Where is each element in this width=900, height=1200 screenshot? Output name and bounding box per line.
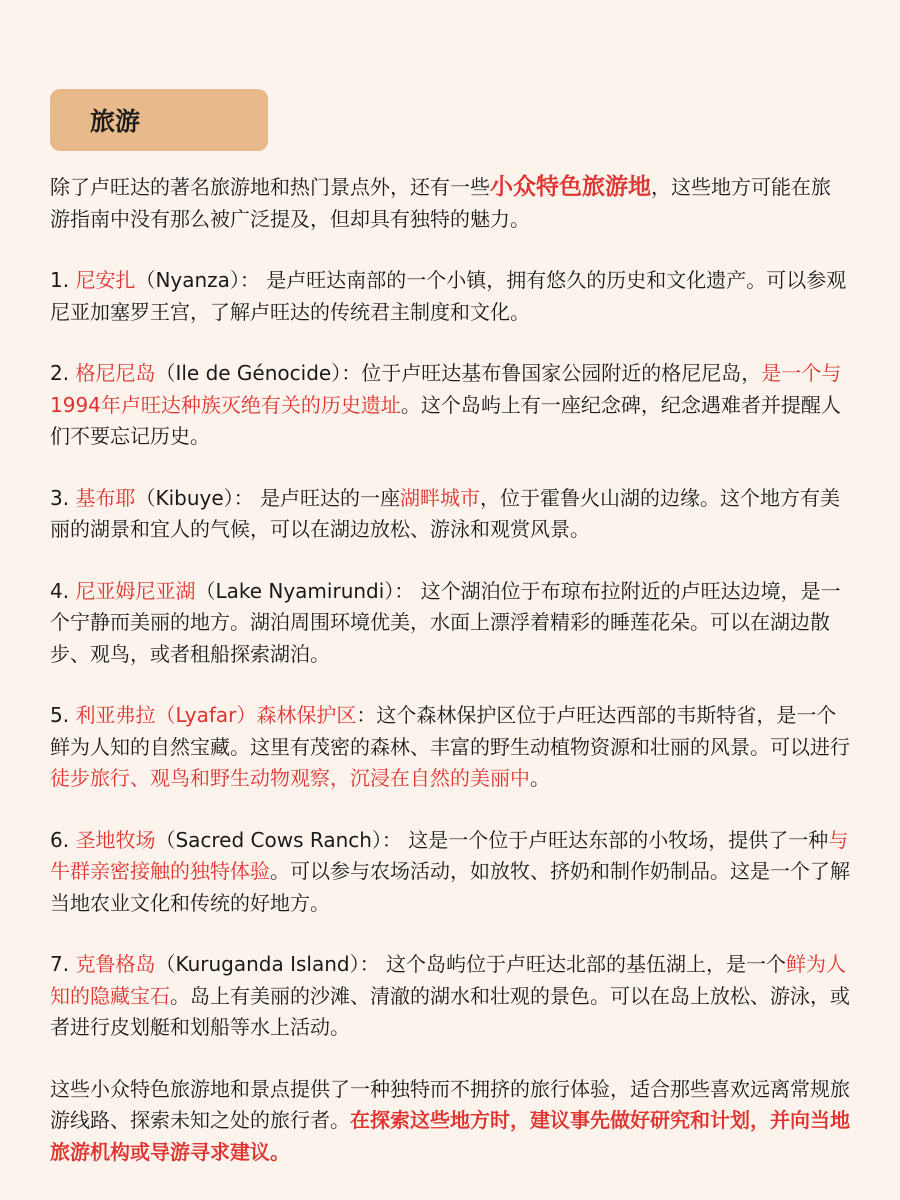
section-title-box (50, 89, 268, 151)
list-item-lyafar-forest (50, 700, 850, 795)
item-name: 克鲁格岛 (75, 952, 156, 976)
outro-text: 这些小众特色旅游地和景点提供了一种独特而不拥挤的旅行体验，适合那些喜欢远离常规旅游线路、探索未知之处的旅行者。 (50, 1076, 850, 1132)
item-name: 尼亚姆尼亚湖 (75, 578, 196, 603)
outro-paragraph (50, 1074, 850, 1169)
item-text: （Kuruganda Island）： 这个岛屿位于卢旺达北部的基伍湖上，是一个 (155, 952, 786, 976)
item-text-2: 。 (530, 766, 550, 790)
item-number: 2. (50, 361, 76, 385)
item-highlight: 是一个与1994年卢旺达种族灭绝有关的历史遗址 (50, 361, 842, 417)
item-number: 1. (50, 268, 76, 292)
item-text-2: 。可以参与农场活动，如放牧、挤奶和制作奶制品。这是一个了解当地农业文化和传统的好地方。 (50, 859, 850, 915)
list-item-lake-nyamirundi (50, 576, 850, 671)
section-title: 旅游 (90, 107, 141, 136)
item-text: （Lake Nyamirundi）： 这个湖泊位于布琼布拉附近的卢旺达边境，是一个宁静而美丽的地方。湖泊周围环境优美，水面上漂浮着精彩的睡莲花朵。可以在湖边散步、观鸟，或者租船探索湖泊。 (50, 578, 841, 666)
item-text-2: 。岛上有美丽的沙滩、清澈的湖水和壮观的景色。可以在岛上放松、游泳，或者进行皮划艇和划船等水上活动。 (50, 983, 850, 1039)
item-highlight: 徒步旅行、观鸟和野生动物观察，沉浸在自然的美丽中 (50, 766, 530, 790)
item-name: 格尼尼岛 (75, 361, 156, 385)
item-highlight: 与牛群亲密接触的独特体验 (50, 827, 849, 883)
item-number: 4. (50, 578, 76, 603)
item-text-2: ，位于霍鲁火山湖的边缘。这个地方有美丽的湖景和宜人的气候，可以在湖边放松、游泳和观赏风景。 (50, 485, 840, 541)
intro-text-2: ，这些地方可能在旅游指南中没有那么被广泛提及，但却具有独特的魅力。 (50, 175, 831, 231)
list-item-kibuye (50, 483, 850, 546)
item-text: （Kibuye）： 是卢旺达的一座 (135, 485, 400, 510)
intro-text-1: 除了卢旺达的著名旅游地和热门景点外，还有一些 (50, 175, 490, 199)
item-text: ：这个森林保护区位于卢旺达西部的韦斯特省，是一个鲜为人知的自然宝藏。这里有茂密的森林、丰富的野生动植物资源和壮丽的风景。可以进行 (50, 703, 850, 759)
list-item-kuruganda-island (50, 949, 850, 1044)
list-item-sacred-cows-ranch (50, 825, 850, 920)
item-name: 圣地牧场 (75, 827, 156, 852)
item-text-2: 。这个岛屿上有一座纪念碑，纪念遇难者并提醒人们不要忘记历史。 (50, 392, 841, 448)
item-highlight: 湖畔城市 (400, 485, 480, 510)
article-body (50, 172, 850, 1198)
item-text: （Nyanza）： 是卢旺达南部的一个小镇，拥有悠久的历史和文化遗产。可以参观尼亚加塞罗王宫，了解卢旺达的传统君主制度和文化。 (50, 268, 847, 324)
item-text: （Sacred Cows Ranch）： 这是一个位于卢旺达东部的小牧场，提供了一种 (155, 827, 829, 852)
outro-highlight: 在探索这些地方时，建议事先做好研究和计划，并向当地旅游机构或导游寻求建议。 (50, 1108, 850, 1164)
intro-highlight: 小众特色旅游地 (490, 174, 651, 200)
intro-paragraph (50, 172, 850, 235)
item-name: 利亚弗拉（Lyafar）森林保护区 (75, 703, 357, 727)
item-number: 7. (50, 952, 76, 976)
item-number: 5. (50, 703, 76, 727)
item-highlight: 鲜为人知的隐藏宝石 (50, 952, 846, 1008)
item-name: 基布耶 (75, 485, 136, 510)
item-number: 6. (50, 827, 76, 852)
item-name: 尼安扎 (75, 268, 136, 292)
item-number: 3. (50, 485, 76, 510)
list-item-genocide-island (50, 358, 850, 453)
item-text: （Ile de Génocide）：位于卢旺达基布鲁国家公园附近的格尼尼岛， (155, 361, 762, 385)
list-item-nyanza (50, 265, 850, 328)
